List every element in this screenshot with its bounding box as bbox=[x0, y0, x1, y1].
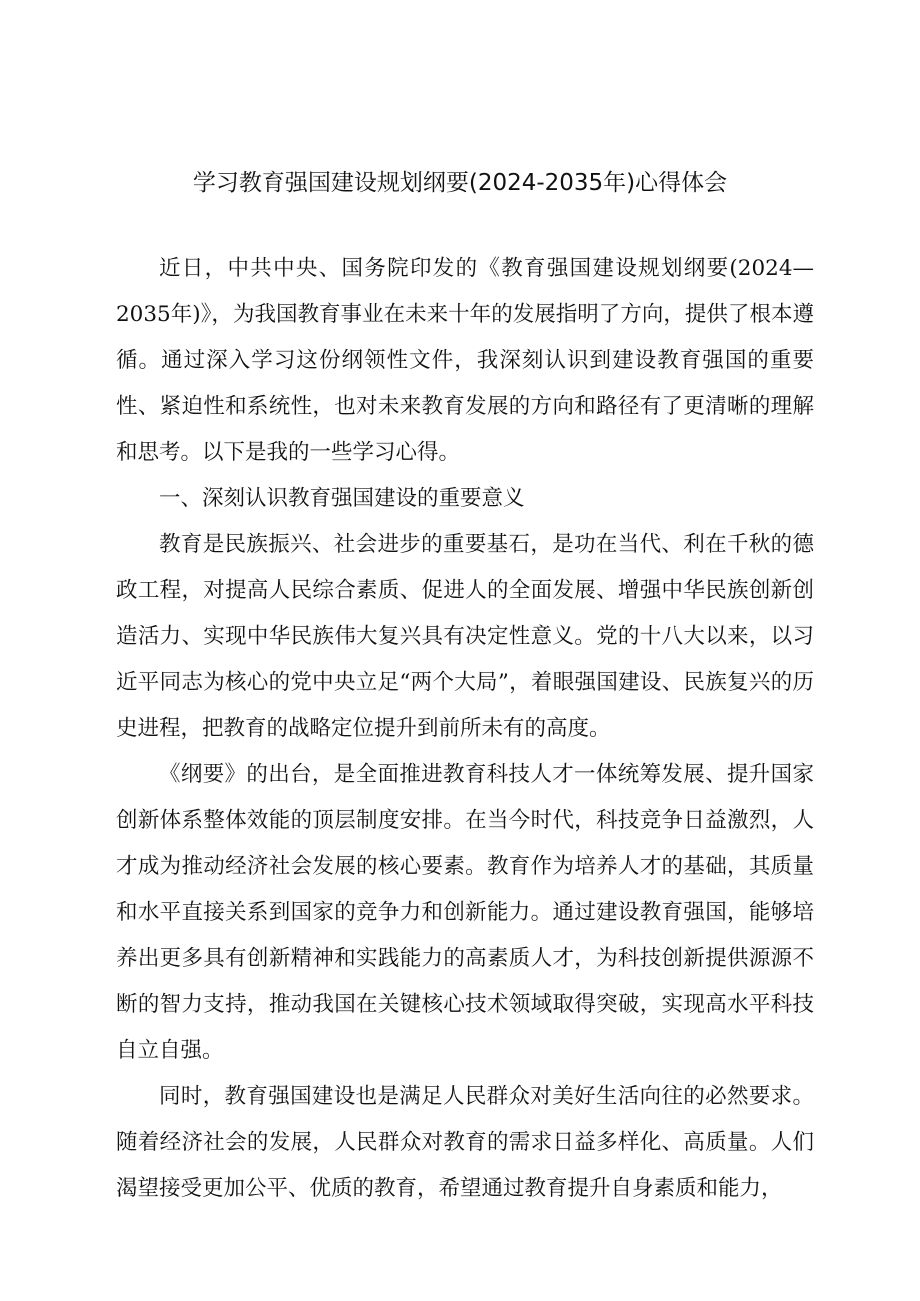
paragraph-intro: 近日，中共中央、国务院印发的《教育强国建设规划纲要(2024—2035年)》，为我国教育事业在未来十年的发展指明了方向，提供了根本遵循。通过深入学习这份纲领性文件，我深刻认识到建设教育强国的重要性、紧迫性和系统性，也对未来教育发展的方向和路径有了更清晰的理解和思考。以下是我的一些学习心得。 bbox=[116, 256, 814, 465]
paragraph-significance: 教育是民族振兴、社会进步的重要基石，是功在当代、利在千秋的德政工程，对提高人民综合素质、促进人的全面发展、增强中华民族创新创造活力、实现中华民族伟大复兴具有决定性意义。党的十八大以来，以习近平同志为核心的党中央立足“两个大局”，着眼强国建设、民族复兴的历史进程，把教育的战略定位提升到前所未有的高度。 bbox=[116, 532, 814, 741]
document-title: 学习教育强国建设规划纲要(2024-2035年)心得体会 bbox=[192, 170, 728, 196]
paragraph-people-needs: 同时，教育强国建设也是满足人民群众对美好生活向往的必然要求。随着经济社会的发展，人民群众对教育的需求日益多样化、高质量。人们渴望接受更加公平、优质的教育，希望通过教育提升自身素质和能力， bbox=[116, 1084, 814, 1201]
paragraph-outline: 《纲要》的出台，是全面推进教育科技人才一体统筹发展、提升国家创新体系整体效能的顶层制度安排。在当今时代，科技竞争日益激烈，人才成为推动经济社会发展的核心要素。教育作为培养人才的基础，其质量和水平直接关系到国家的竞争力和创新能力。通过建设教育强国，能够培养出更多具有创新精神和实践能力的高素质人才，为科技创新提供源源不断的智力支持，推动我国在关键核心技术领域取得突破，实现高水平科技自立自强。 bbox=[116, 762, 814, 1063]
document-body bbox=[116, 246, 814, 1212]
section-heading-1: 一、深刻认识教育强国建设的重要意义 bbox=[159, 486, 525, 511]
